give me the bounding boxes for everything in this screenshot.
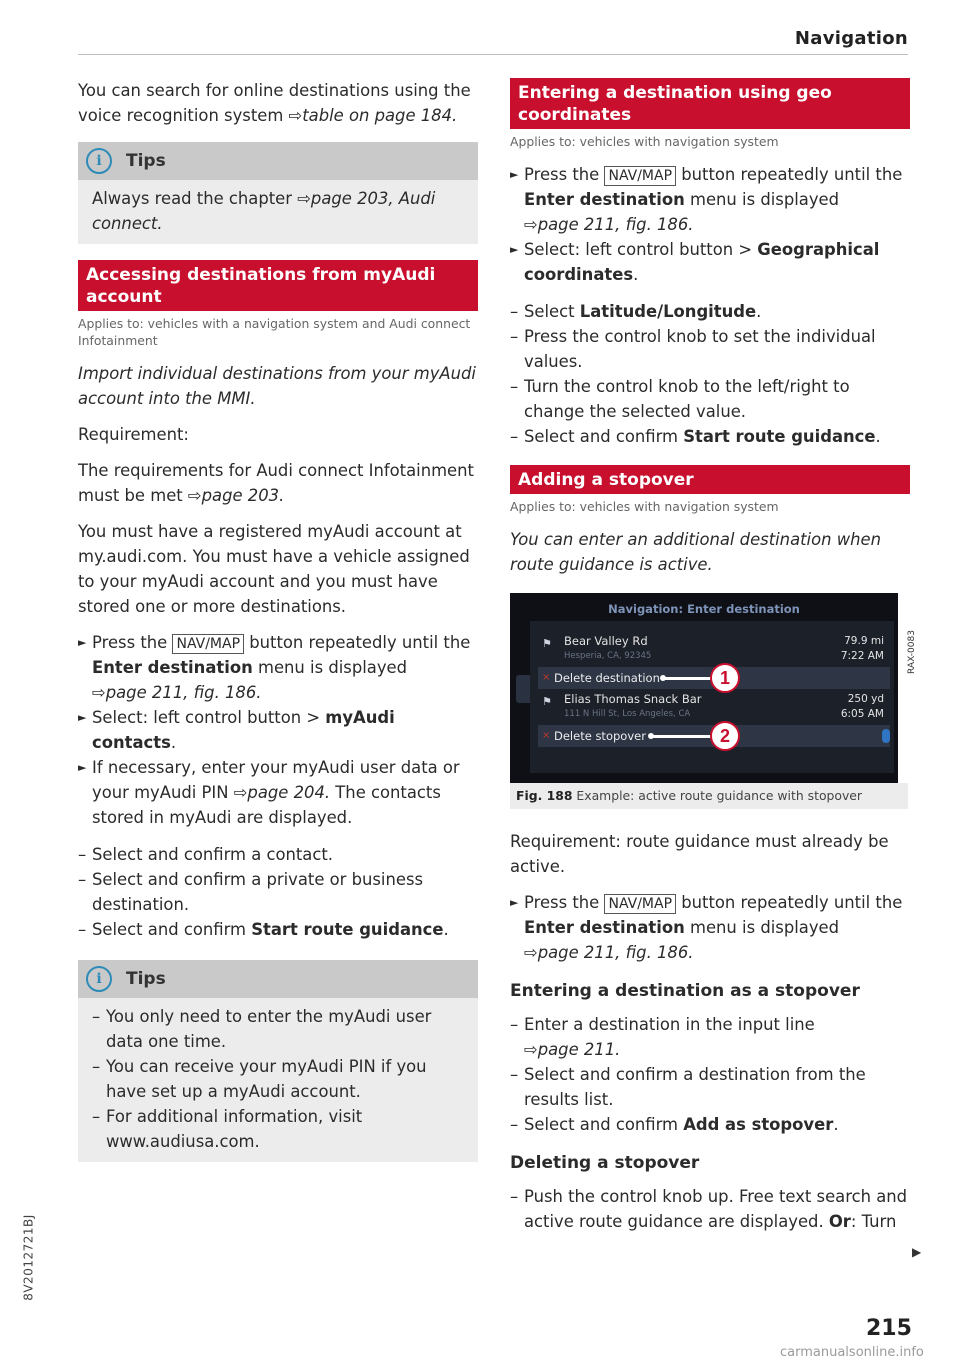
step-text: menu is displayed (684, 918, 840, 937)
nav-map-key: NAV/MAP (172, 634, 244, 654)
row-distance: 79.9 mi (844, 635, 884, 647)
step-text: Press the (524, 893, 605, 912)
page-header-title: Navigation (794, 28, 908, 49)
stopover-intro: You can enter an additional destination when route guidance is active. (510, 530, 881, 574)
myaudi-dash-list (78, 842, 478, 942)
info-icon: i (86, 966, 112, 992)
step-marker-icon: ► (78, 711, 87, 724)
row-time: 7:22 AM (840, 650, 884, 662)
step-item (510, 237, 910, 287)
dash-text: Select (524, 302, 580, 321)
left-column (78, 78, 478, 1176)
row-name: Bear Valley Rd (564, 634, 648, 648)
nav-map-key: NAV/MAP (604, 166, 676, 186)
dash-text: : Turn (850, 1212, 897, 1231)
intro-text: You can search for online destinations using the voice recognition system (78, 81, 471, 125)
menu-name: Start route guidance (251, 920, 444, 939)
row-time: 6:05 AM (840, 708, 884, 720)
nav-map-key: NAV/MAP (604, 894, 676, 914)
step-marker-icon: ► (78, 636, 87, 649)
req-link[interactable]: ⇨page 203. (187, 486, 285, 505)
subheading-enter-stopover: Entering a destination as a stopover (510, 981, 860, 1001)
tips-label-1: Tips (126, 150, 166, 171)
delete-stopover-list (510, 1184, 910, 1234)
dash-item: – Push the control knob up. Free text search and active route guidance are displayed. Or: Turn (510, 1187, 908, 1231)
step-marker-icon: ► (78, 761, 87, 774)
row-address: Hesperia, CA, 92345 (564, 651, 652, 661)
menu-name: Enter destination (92, 658, 253, 677)
requirement-text (78, 458, 478, 508)
menu-name: Enter destination (524, 190, 685, 209)
dash-item: – Select and confirm Add as stopover. (510, 1115, 839, 1134)
screen-left-tab (516, 675, 530, 703)
step-item (78, 705, 478, 755)
section-title-stopover: Adding a stopover (510, 465, 910, 494)
step-item (78, 755, 478, 830)
menu-name: Or (828, 1212, 851, 1231)
row-distance: 250 yd (847, 693, 884, 705)
tips-label-2: Tips (126, 968, 166, 989)
tips1-text: Always read the chapter (92, 189, 298, 208)
row-name: Elias Thomas Snack Bar (564, 692, 702, 706)
dash-item: – Select and confirm a contact. (78, 842, 478, 867)
step-text: . (170, 733, 177, 752)
step-text: button repeatedly until the (676, 893, 903, 912)
step-item (78, 630, 478, 705)
dash-text: . (875, 427, 881, 446)
dash-item: – Select and confirm Start route guidance. (510, 427, 881, 446)
tips1-link[interactable]: ⇨page 203, Audi connect. (92, 189, 436, 233)
account-text: You must have a registered myAudi account at my.audi.com. You must have a vehicle assigned to your myAudi account and you must have stored one or more destinations. (78, 522, 470, 616)
step-text: The contacts stored in myAudi are displayed. (92, 783, 441, 827)
tips-body-1 (78, 180, 478, 244)
section-title-geo: Entering a destination using geo coordinates (510, 78, 910, 129)
screen-title: Navigation: Enter destination (608, 602, 800, 616)
dash-text: Turn the control knob to the left/right to change the selected value. (524, 377, 850, 421)
page-number: 215 (866, 1316, 912, 1341)
tips-text: You only need to enter the myAudi user data one time. (106, 1007, 432, 1051)
dash-text: Select and confirm (524, 427, 684, 446)
stopover-requirement: Requirement: route guidance must already be active. (510, 832, 889, 876)
delete-icon: × (542, 672, 551, 683)
delete-stopover-label: Delete stopover (554, 729, 646, 743)
step-text: button repeatedly until the (244, 633, 471, 652)
menu-name: Geographical coordinates (524, 240, 880, 284)
dash-item: – Select and confirm a destination from the results list. (510, 1062, 910, 1112)
menu-name: Enter destination (524, 918, 685, 937)
stopover-steps (510, 890, 910, 965)
scroll-indicator (882, 729, 890, 743)
dash-text: Push the control knob up. Free text search and active route guidance are displayed. (524, 1187, 908, 1231)
step-marker-icon: ► (510, 168, 519, 181)
side-code-text: 8V2012721BJ (21, 1214, 36, 1301)
dash-item: – Select and confirm Start route guidance. (78, 920, 449, 939)
tips-box-1 (78, 142, 478, 244)
menu-name: myAudi contacts (92, 708, 395, 752)
applies-stopover: Applies to: vehicles with navigation system (510, 499, 779, 514)
tips-box-2 (78, 960, 478, 1162)
dash-text: Press the control knob to set the individual values. (524, 327, 876, 371)
menu-name: Latitude/Longitude (579, 302, 757, 321)
menu-name: Add as stopover (683, 1115, 834, 1134)
continued-arrow-icon: ▶ (912, 1245, 922, 1259)
callout-line-2 (651, 735, 713, 738)
dash-item: – Turn the control knob to the left/right to change the selected value. (510, 374, 910, 424)
dash-text: . (833, 1115, 839, 1134)
figure-188-screen (510, 593, 918, 783)
dash-text: Select and confirm (524, 1115, 684, 1134)
tips-body-2 (78, 998, 478, 1162)
tips-header-2 (78, 960, 478, 998)
info-icon: i (86, 148, 112, 174)
geo-dash-list (510, 299, 910, 449)
step-item (510, 162, 910, 237)
dash-text: . (443, 920, 449, 939)
menu-name: Start route guidance (683, 427, 876, 446)
tips-item: – You only need to enter the myAudi user data one time. (92, 1004, 464, 1054)
subheading-delete-stopover: Deleting a stopover (510, 1153, 700, 1173)
dash-text: . (756, 302, 762, 321)
fig-link[interactable]: ⇨page 211, fig. 186. (92, 683, 262, 702)
step-text: Select: left control button > (92, 708, 326, 727)
flag-icon: ⚑ (542, 637, 552, 650)
dash-text: Select and confirm a contact. (92, 845, 334, 864)
figure-caption-text: Example: active route guidance with stopover (576, 788, 863, 803)
callout-line-1 (663, 677, 713, 680)
delete-icon: × (542, 730, 551, 741)
step-text: button repeatedly until the (676, 165, 903, 184)
applies-myaudi: Applies to: vehicles with a navigation system and Audi connect Infotainment (78, 316, 471, 348)
dash-text: Select and confirm a destination from the results list. (524, 1065, 866, 1109)
myaudi-intro: Import individual destinations from your myAudi account into the MMI. (78, 364, 476, 408)
dash-item: – Press the control knob to set the individual values. (510, 324, 910, 374)
tips-item: – You can receive your myAudi PIN if you have set up a myAudi account. (92, 1054, 464, 1104)
dash-item: – Select and confirm a private or business destination. (78, 867, 478, 917)
callout-1: 1 (710, 663, 740, 693)
page-link[interactable]: ⇨page 211. (524, 1040, 621, 1059)
section-title-myaudi: Accessing destinations from myAudi account (78, 260, 478, 311)
watermark: carmanualsonline.info (780, 1345, 924, 1360)
page-link[interactable]: ⇨page 204. (233, 783, 331, 802)
step-text: If necessary, enter your myAudi user data or your myAudi PIN (92, 758, 460, 802)
right-column (510, 78, 918, 1234)
figure-caption (510, 783, 908, 809)
step-text: menu is displayed (252, 658, 408, 677)
dash-text: Select and confirm a private or business destination. (92, 870, 424, 914)
myaudi-steps (78, 630, 478, 830)
tips-item: – For additional information, visit www.audiusa.com. (92, 1104, 464, 1154)
intro-paragraph (78, 78, 478, 128)
step-text: menu is displayed (684, 190, 840, 209)
figure-code: RAX-0083 (907, 630, 918, 674)
req-text: The requirements for Audi connect Infotainment must be met (78, 461, 474, 505)
flag-icon: ⚑ (542, 695, 552, 708)
applies-geo: Applies to: vehicles with navigation system (510, 134, 779, 149)
delete-destination-label: Delete destination (554, 671, 660, 685)
requirement-label: Requirement: (78, 425, 189, 444)
figure-code-strip (898, 593, 908, 783)
tips-text: For additional information, visit www.audiusa.com. (106, 1107, 363, 1151)
intro-link[interactable]: ⇨table on page 184. (288, 106, 458, 125)
geo-steps (510, 162, 910, 287)
tips-text: You can receive your myAudi PIN if you have set up a myAudi account. (106, 1057, 427, 1101)
step-item (510, 890, 910, 965)
fig-link[interactable]: ⇨page 211, fig. 186. (524, 943, 694, 962)
dash-item: – Enter a destination in the input line ⇨page 211. (510, 1015, 815, 1059)
side-code (14, 1200, 34, 1310)
step-text: . (633, 265, 639, 284)
tips-header-1 (78, 142, 478, 180)
step-marker-icon: ► (510, 896, 519, 909)
step-text: Press the (92, 633, 173, 652)
figure-number: Fig. 188 (516, 788, 573, 803)
step-text: Press the (524, 165, 605, 184)
fig-link[interactable]: ⇨page 211, fig. 186. (524, 215, 694, 234)
header-rule (78, 54, 908, 55)
callout-2: 2 (710, 721, 740, 751)
enter-stopover-list (510, 1012, 910, 1137)
step-text: Select: left control button > (524, 240, 758, 259)
route-row-destination (538, 631, 890, 665)
dash-item: – Select Latitude/Longitude. (510, 302, 762, 321)
dash-text: Select and confirm (92, 920, 252, 939)
dash-text: Enter a destination in the input line (524, 1015, 815, 1034)
step-marker-icon: ► (510, 243, 519, 256)
row-address: 111 N Hill St, Los Angeles, CA (564, 709, 691, 719)
route-row-stopover (538, 689, 890, 723)
